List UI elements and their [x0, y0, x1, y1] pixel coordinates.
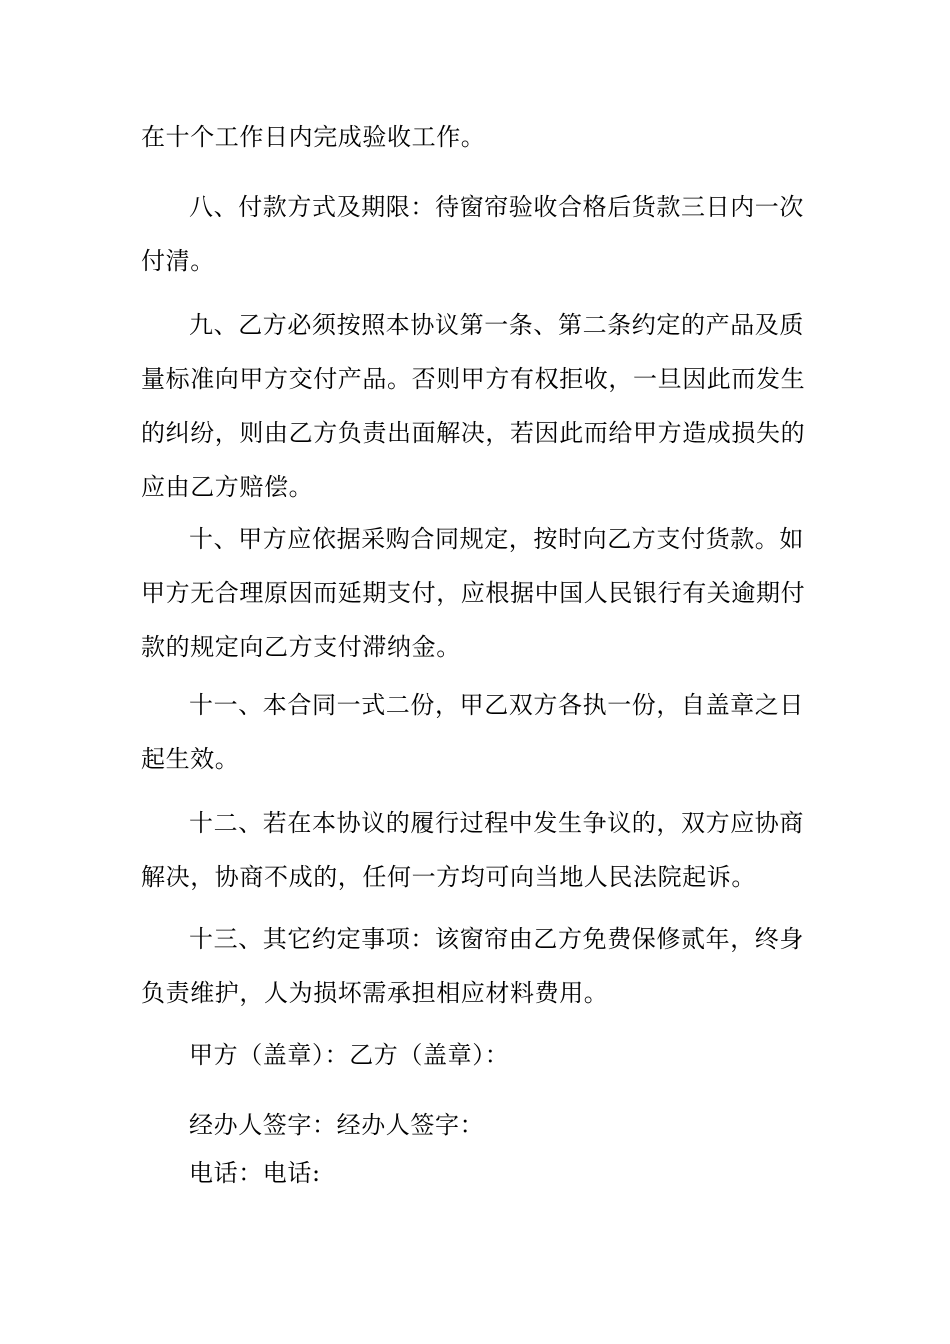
clause-8-payment: 八、付款方式及期限：待窗帘验收合格后货款三日内一次付清。: [141, 193, 804, 275]
clause-10-payment-delay: 十、甲方应依据采购合同规定，按时向乙方支付货款。如甲方无合理原因而延期支付，应根据中国人民银行有关逾期付款的规定向乙方支付滞纳金。: [141, 525, 806, 661]
continuation-paragraph: 在十个工作日内完成验收工作。: [141, 123, 486, 151]
clause-13-other: 十三、其它约定事项：该窗帘由乙方免费保修贰年，终身负责维护，人为损坏需承担相应材料费用。: [141, 925, 804, 1007]
clause-11-copies: 十一、本合同一式二份，甲乙双方各执一份，自盖章之日起生效。: [141, 691, 804, 773]
clause-12-dispute: 十二、若在本协议的履行过程中发生争议的，双方应协商解决，协商不成的，任何一方均可向当地人民法院起诉。: [141, 809, 804, 891]
phone-line: 电话：电话:: [189, 1159, 321, 1187]
signer-line: 经办人签字：经办人签字：: [189, 1111, 485, 1139]
seal-line: 甲方（盖章）：乙方（盖章）：: [189, 1041, 510, 1069]
clause-9-quality: 九、乙方必须按照本协议第一条、第二条约定的产品及质量标准向甲方交付产品。否则甲方有权拒收，一旦因此而发生的纠纷，则由乙方负责出面解决，若因此而给甲方造成损失的应由乙方赔偿。: [141, 311, 806, 501]
